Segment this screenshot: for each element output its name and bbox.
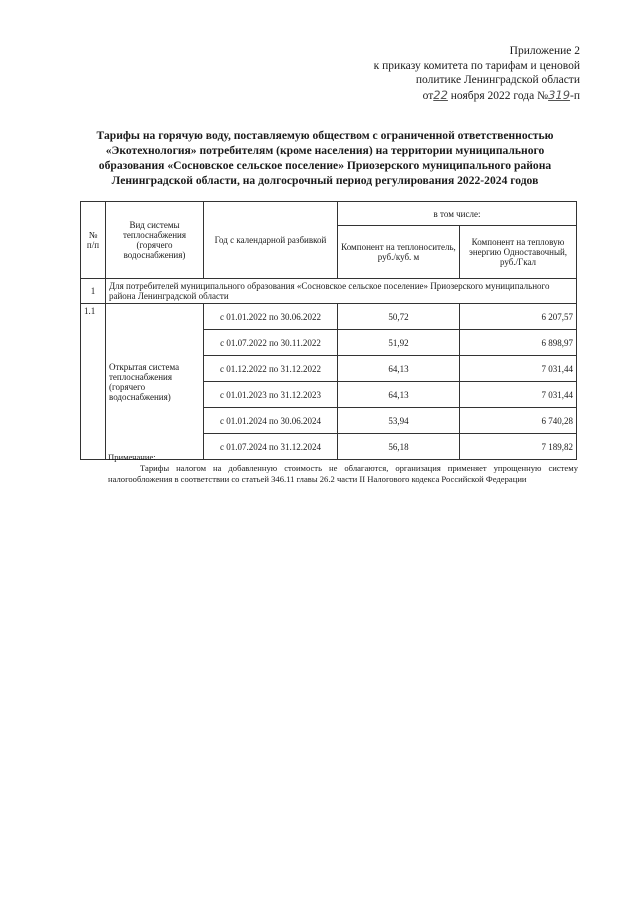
period-cell: с 01.12.2022 по 31.12.2022 bbox=[204, 356, 338, 382]
header-num: № п/п bbox=[81, 202, 106, 279]
energy-cell: 7 189,82 bbox=[460, 434, 577, 460]
date-middle: ноября 2022 года № bbox=[450, 89, 549, 102]
energy-cell: 6 740,28 bbox=[460, 408, 577, 434]
appendix-line2: к приказу комитета по тарифам и ценовой bbox=[373, 59, 580, 72]
note-text: Тарифы налогом на добавленную стоимость не облагаются, организация применяет упрощенную систему налогообложения в соответствии со статьей 346.11 главы 26.2 части II Налогового кодекса Российской Федерации bbox=[108, 463, 578, 484]
carrier-cell: 50,72 bbox=[338, 304, 460, 330]
energy-cell: 6 207,57 bbox=[460, 304, 577, 330]
appendix-order-date bbox=[360, 88, 580, 104]
order-number: 319 bbox=[548, 87, 571, 102]
carrier-cell: 64,13 bbox=[338, 356, 460, 382]
carrier-cell: 51,92 bbox=[338, 330, 460, 356]
appendix-line3: политике Ленинградской области bbox=[415, 74, 580, 86]
section-text: Для потребителей муниципального образования «Сосновское сельское поселение» Приозерского муниципального района Ленинградской области bbox=[106, 279, 577, 304]
carrier-cell: 64,13 bbox=[338, 382, 460, 408]
date-prefix: от bbox=[422, 89, 434, 102]
carrier-cell: 53,94 bbox=[338, 408, 460, 434]
header-component-energy: Компонент на тепловую энергию Одноставочный, руб./Гкал bbox=[460, 226, 577, 279]
header-including: в том числе: bbox=[338, 202, 577, 226]
energy-cell: 6 898,97 bbox=[460, 330, 577, 356]
note-label: Примечание: bbox=[108, 452, 156, 462]
energy-cell: 7 031,44 bbox=[460, 382, 577, 408]
table-row bbox=[81, 304, 577, 330]
period-cell: с 01.01.2022 по 30.06.2022 bbox=[204, 304, 338, 330]
period-cell: с 01.07.2022 по 30.11.2022 bbox=[204, 330, 338, 356]
appendix-header bbox=[360, 44, 580, 103]
period-cell: с 01.01.2023 по 31.12.2023 bbox=[204, 382, 338, 408]
system-type: Открытая система теплоснабжения (горячего водоснабжения) bbox=[106, 304, 204, 460]
order-day: 22 bbox=[433, 87, 448, 102]
header-component-carrier: Компонент на теплоноситель, руб./куб. м bbox=[338, 226, 460, 279]
period-cell: с 01.01.2024 по 30.06.2024 bbox=[204, 408, 338, 434]
appendix-line1: Приложение 2 bbox=[509, 45, 580, 57]
energy-cell: 7 031,44 bbox=[460, 356, 577, 382]
header-system: Вид системы теплоснабжения (горячего водоснабжения) bbox=[106, 202, 204, 279]
order-suffix: -п bbox=[570, 89, 580, 102]
header-period: Год с календарной разбивкой bbox=[204, 202, 338, 279]
group-num: 1.1 bbox=[81, 304, 106, 460]
period-cell: с 01.07.2024 по 31.12.2024 bbox=[204, 434, 338, 460]
note-block bbox=[108, 452, 578, 485]
section-num: 1 bbox=[81, 279, 106, 304]
document-title: Тарифы на горячую воду, поставляемую обществом с ограниченной ответственностью «Экотехнология» потребителям (кроме населения) на территории муниципального образования «Сосновское сельское поселение» Приозерского муниципального района Ленинградской области, на долгосрочный период регулирования 2022-2024 годов bbox=[96, 129, 554, 187]
carrier-cell: 56,18 bbox=[338, 434, 460, 460]
tariffs-table bbox=[80, 201, 577, 460]
section-row bbox=[81, 279, 577, 304]
